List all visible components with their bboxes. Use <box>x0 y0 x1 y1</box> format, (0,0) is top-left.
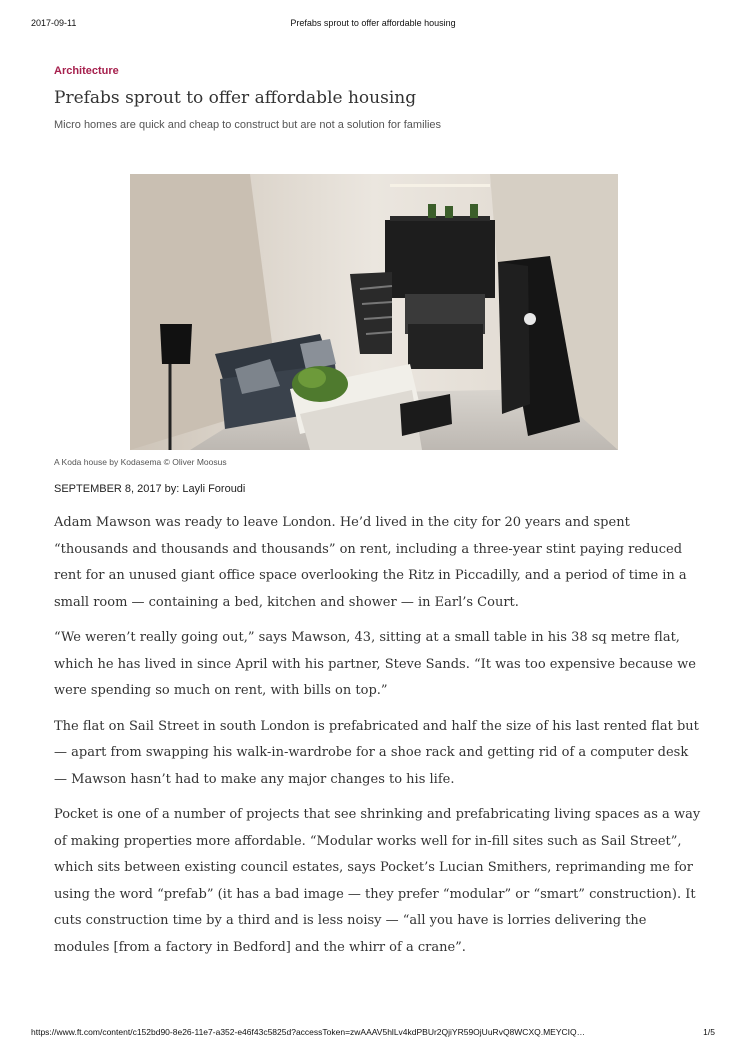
byline: SEPTEMBER 8, 2017 by: Layli Foroudi <box>54 483 246 495</box>
article-body <box>54 510 704 970</box>
article-header <box>54 64 694 132</box>
print-footer <box>31 1027 715 1039</box>
paragraph: The flat on Sail Street in south London is prefabricated and half the size of his last rented flat but — apart from swapping his walk-in-wardrobe for a shoe rack and getting rid of a computer desk — Mawson hasn’t had to make any major changes to his life. <box>54 718 699 787</box>
print-title: Prefabs sprout to offer affordable housing <box>290 18 456 28</box>
koda-house-interior-image <box>130 174 618 450</box>
paragraph: “We weren’t really going out,” says Mawson, 43, sitting at a small table in his 38 sq metre flat, which he has lived in since April with his partner, Steve Sands. “It was too expensive because we were spending so much on rent, with bills on top.” <box>54 630 696 698</box>
paragraph: Adam Mawson was ready to leave London. He’d lived in the city for 20 years and spent “thousands and thousands and thousands” on rent, including a three-year stint paying reduced rent for an unused giant office space overlooking the Ritz in Piccadilly, and a period of time in a small room — containing a bed, kitchen and shower — in Earl’s Court. <box>54 515 687 610</box>
print-header <box>31 18 715 32</box>
print-date: 2017-09-11 <box>31 18 77 28</box>
page-number: 1/5 <box>703 1027 715 1037</box>
standfirst: Micro homes are quick and cheap to construct but are not a solution for families <box>54 119 442 131</box>
section-link[interactable]: Architecture <box>54 65 119 77</box>
page-url: https://www.ft.com/content/c152bd90-8e26-11e7-a352-e46f43c5825d?accessToken=zwAAAV5hlLv4kdPBUr2QjiYR59OjUuRvQ8WCXQ.MEYCIQ… <box>31 1027 586 1037</box>
paragraph: Pocket is one of a number of projects that see shrinking and prefabricating living spaces as a way of making properties more affordable. “Modular works well for in-fill sites such as Sail Street”, which sits between existing council estates, says Pocket’s Lucian Smithers, reprimanding me for using the word “prefab” (it has a bad image — they prefer “modular” or “smart” construction). It cuts construction time by a third and is less noisy — “all you have is lorries delivering the modules [from a factory in Bedford] and the whirr of a crane”. <box>54 807 701 955</box>
article-photo <box>130 174 618 450</box>
photo-caption: A Koda house by Kodasema © Oliver Moosus <box>54 457 227 467</box>
headline: Prefabs sprout to offer affordable housing <box>54 88 417 108</box>
